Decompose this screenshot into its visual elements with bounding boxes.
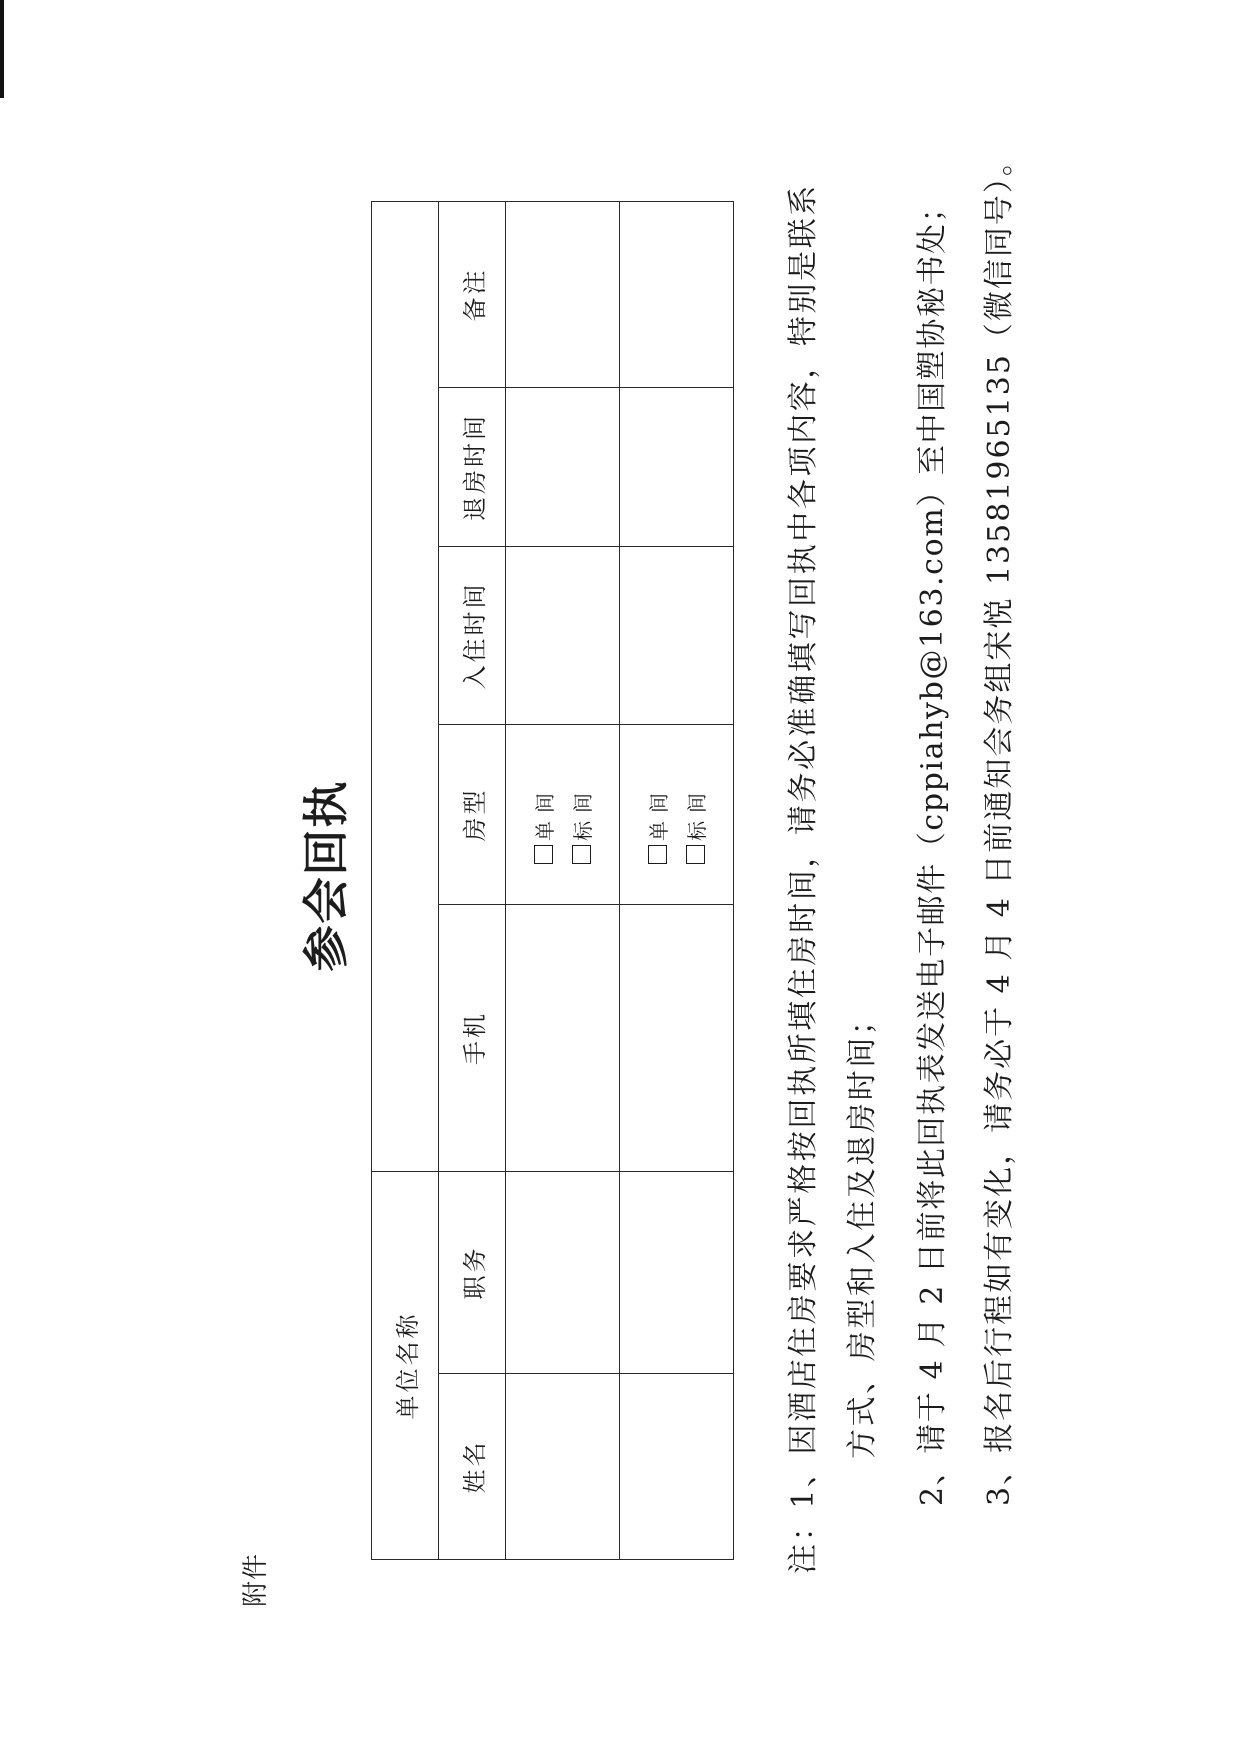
notes-prefix: 注： xyxy=(786,1508,821,1574)
header-phone: 手机 xyxy=(439,905,506,1172)
note-number: 3、 xyxy=(982,1452,1017,1506)
note-line-1-continued xyxy=(845,1003,881,1459)
cell-remarks xyxy=(506,201,620,387)
unit-name-row xyxy=(372,201,439,1559)
cell-check-in xyxy=(620,547,734,725)
cell-room-type xyxy=(620,725,734,905)
cell-check-out xyxy=(506,388,620,547)
header-check-in: 入住时间 xyxy=(439,547,506,725)
table-row xyxy=(620,201,734,1559)
cell-check-in xyxy=(506,547,620,725)
room-option-label: 单间 xyxy=(647,785,671,841)
note-text: 方式、房型和入住及退房时间； xyxy=(845,1002,880,1459)
cell-name xyxy=(620,1374,734,1560)
note-text: 请于 4 月 2 日前将此回执表发送电子邮件（cppiahyb@163.com）至中国塑协秘书处； xyxy=(915,190,950,1454)
cell-remarks xyxy=(620,201,734,387)
checkbox-icon xyxy=(572,845,591,864)
room-option-standard xyxy=(677,725,715,864)
page-title: 参会回执 xyxy=(299,779,353,972)
header-position: 职务 xyxy=(439,1172,506,1374)
table-row xyxy=(506,201,620,1559)
checkbox-icon xyxy=(534,845,553,864)
cell-name xyxy=(506,1374,620,1560)
header-check-out: 退房时间 xyxy=(439,388,506,547)
checkbox-icon xyxy=(648,845,667,864)
cell-check-out xyxy=(620,388,734,547)
cell-room-type xyxy=(506,725,620,905)
note-text: 报名后行程如有变化，请务必于 4 月 4 日前通知会务组宋悦 13581965135（微信同号）。 xyxy=(982,144,1017,1453)
cell-phone xyxy=(506,905,620,1172)
header-room-type: 房型 xyxy=(439,725,506,905)
header-remarks: 备注 xyxy=(439,201,506,387)
header-name: 姓名 xyxy=(439,1374,506,1560)
note-line-1 xyxy=(786,183,822,1574)
attachment-label: 附件 xyxy=(241,1552,271,1607)
note-number: 1、 xyxy=(786,1454,821,1509)
cell-position xyxy=(506,1172,620,1374)
note-line-3 xyxy=(982,144,1018,1506)
note-text: 因酒店住房要求严格按回执所填住房时间，请务必准确填写回执中各项内容，特别是联系 xyxy=(786,183,821,1455)
room-option-label: 单间 xyxy=(533,785,557,841)
unit-name-value xyxy=(372,201,439,1171)
unit-name-label: 单位名称 xyxy=(372,1172,439,1560)
header-row xyxy=(439,201,506,1559)
note-line-2 xyxy=(915,191,951,1506)
room-option-single xyxy=(639,725,677,864)
note-number: 2、 xyxy=(915,1453,950,1506)
cell-phone xyxy=(620,905,734,1172)
room-option-label: 标间 xyxy=(685,785,709,841)
room-option-single xyxy=(525,725,563,864)
room-option-label: 标间 xyxy=(571,785,595,841)
room-option-standard xyxy=(563,725,601,864)
registration-form-table xyxy=(371,201,734,1560)
checkbox-icon xyxy=(686,845,705,864)
cell-position xyxy=(620,1172,734,1374)
